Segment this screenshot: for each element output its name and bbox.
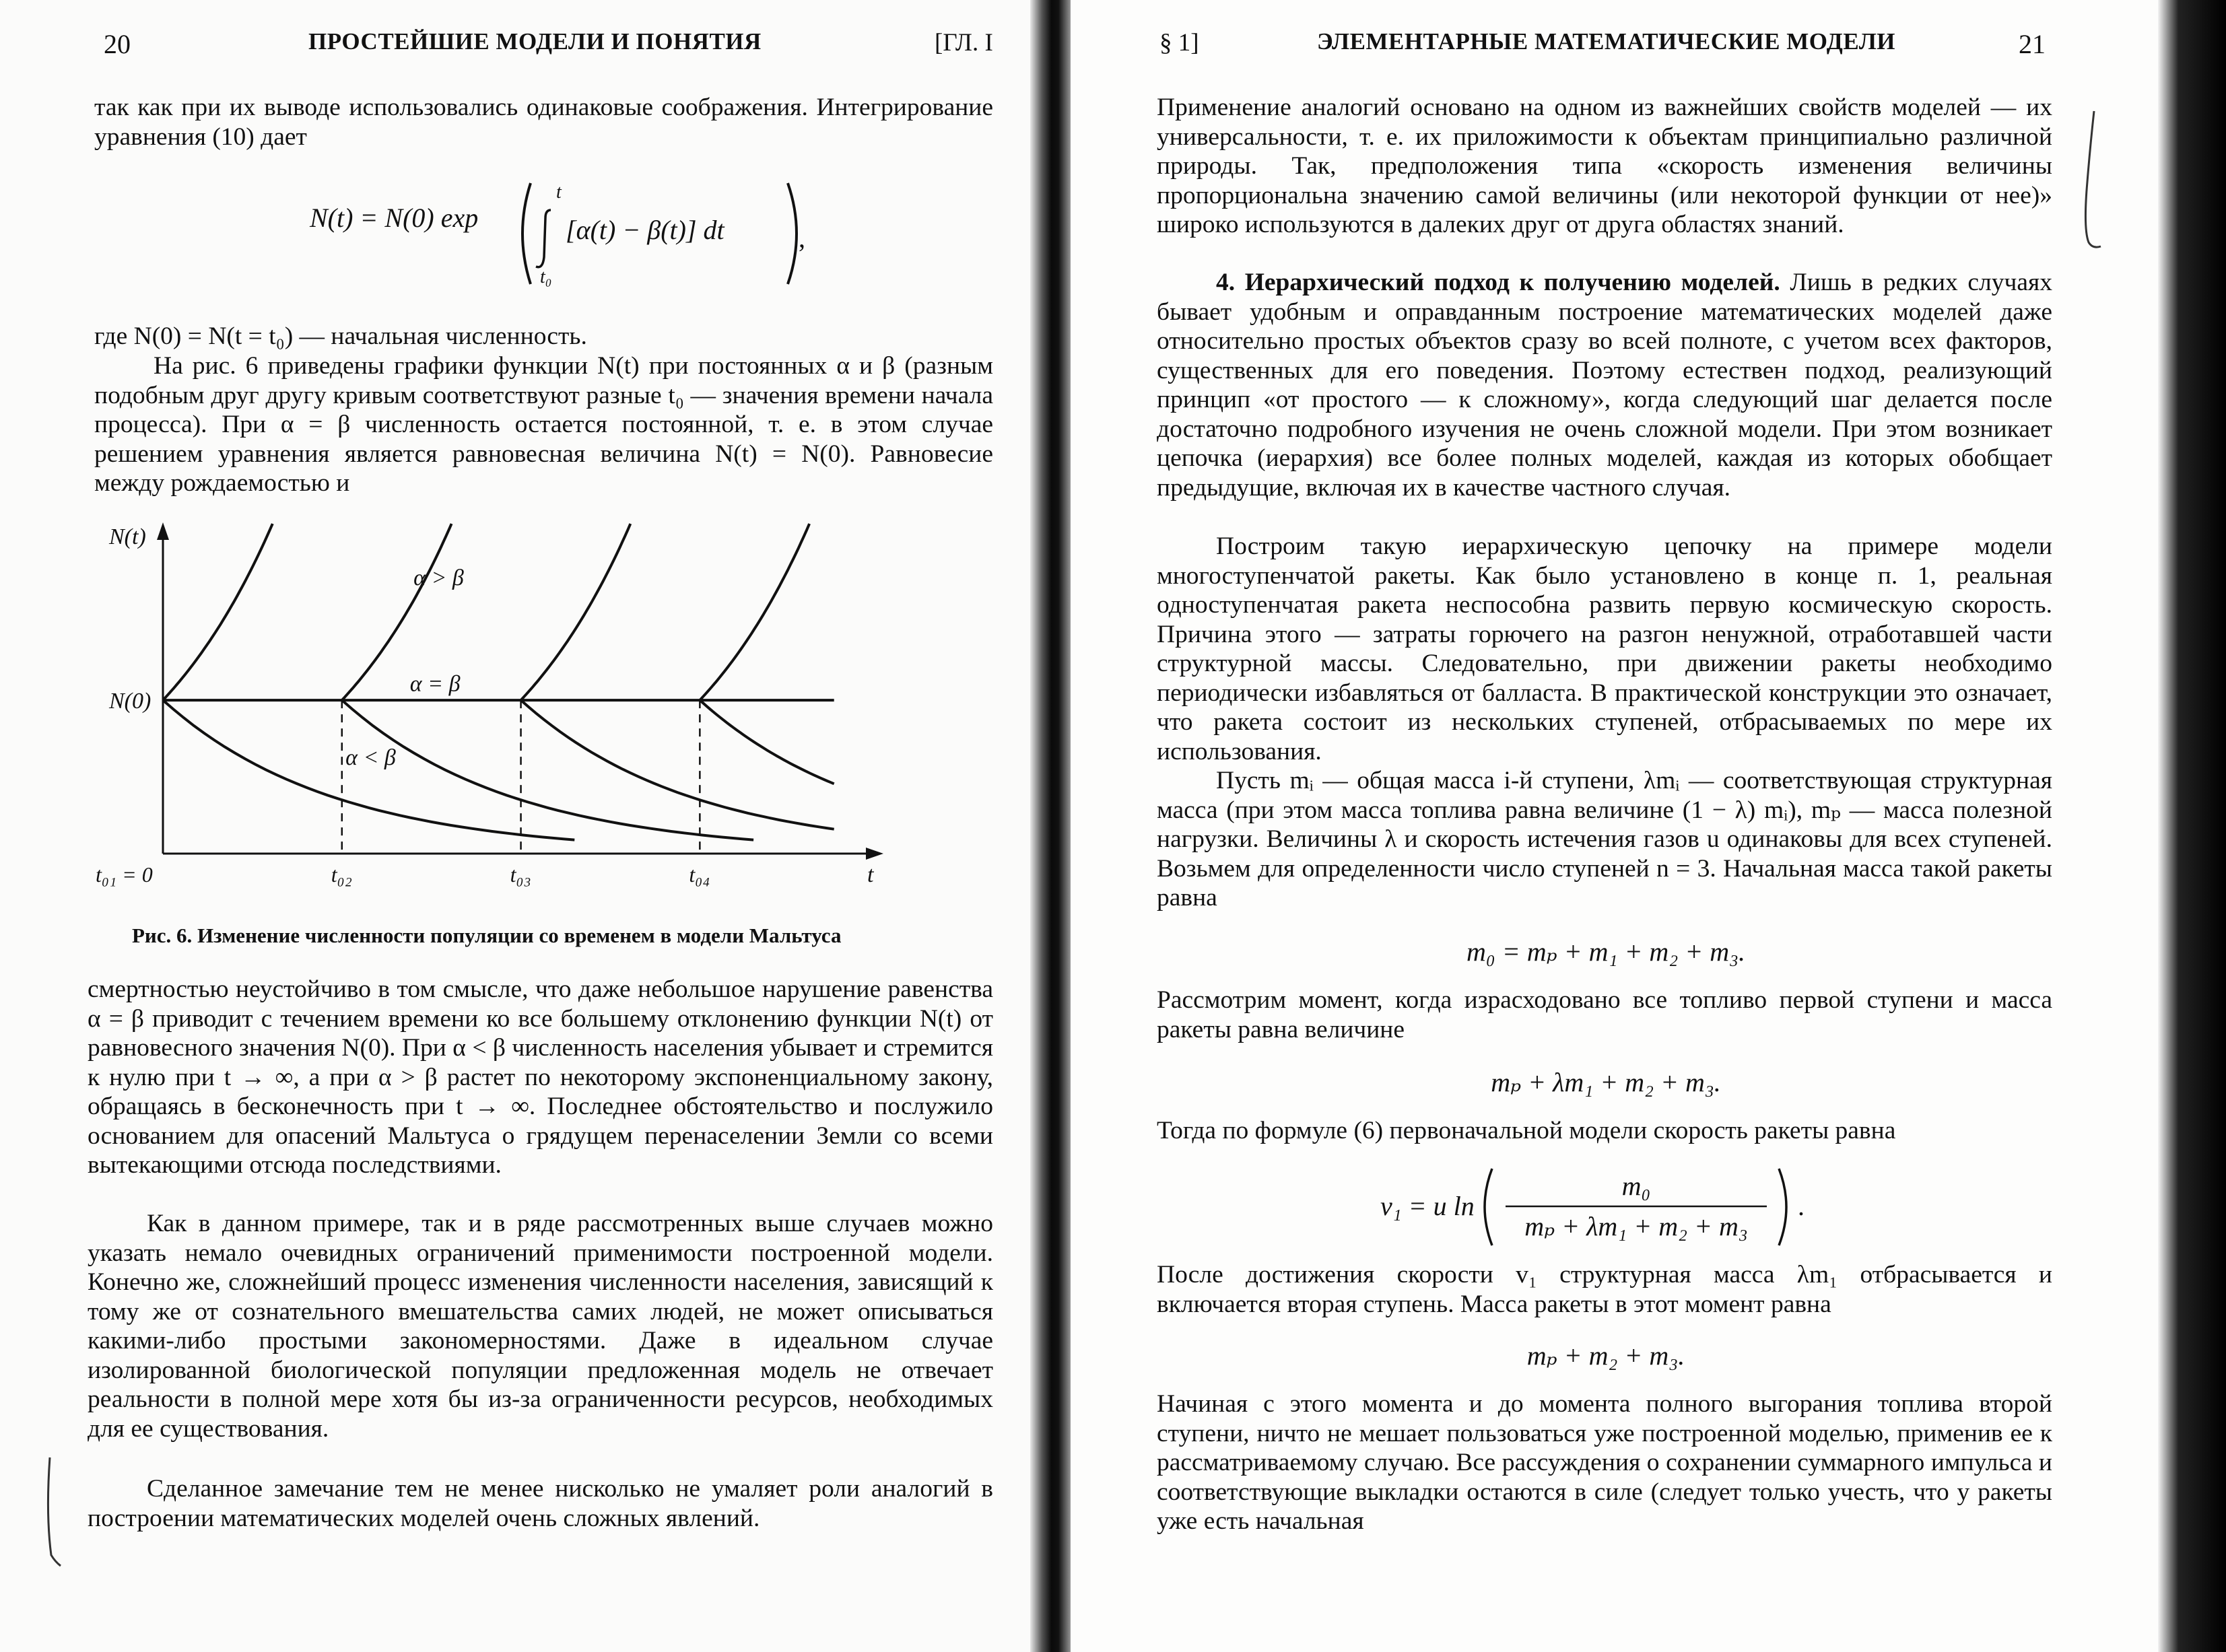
y-axis-label: N(t) (109, 524, 146, 549)
right-paren (788, 183, 797, 284)
x-tick-label-3: t₀₃ (510, 862, 531, 887)
right-page-number: 21 (2019, 29, 2046, 59)
x-axis-label: t (867, 862, 874, 887)
pencil-margin-mark-right (2074, 108, 2107, 256)
curve-alpha-lt-beta-3 (521, 700, 834, 829)
formula-m0: m₀ = mₚ + m₁ + m₂ + m₃. (1466, 936, 1746, 967)
x-axis-arrow (866, 848, 883, 860)
formula-malthus-solution (310, 202, 478, 234)
chart-labels (96, 524, 875, 887)
right-running-title: ЭЛЕМЕНТАРНЫЕ МАТЕМАТИЧЕСКИЕ МОДЕЛИ (1317, 28, 1896, 55)
pencil-margin-mark-left (40, 1454, 67, 1569)
figure-6-chart (88, 517, 1003, 907)
integral-upper-limit: t (556, 182, 562, 203)
curve-alpha-gt-beta-4 (700, 524, 809, 700)
integral-lower-limit: t₀ (540, 267, 552, 287)
integral-integrand: [α(t) − β(t)] dt (566, 215, 724, 245)
left-para-after-1: смертностью неустойчиво в том смысле, что даже небольшое нарушение равенства α = β приводит с течением времени ко все большему отклонению функции N(t) от равновесного значения N(0). При α < β численность населения убывает и стремится к нулю при t → ∞, а при α > β растет по некоторому экспоненциальному закону, обращаясь в бесконечность при t → ∞. Последнее обстоятельство и послужило основанием для опасений Мальтуса о грядущем перенаселении Земли со всеми вытекающими отсюда последствиями. (88, 975, 993, 1179)
right-section-label: § 1] (1159, 29, 1199, 57)
right-page-edge-shadow (2158, 0, 2226, 1652)
right-page (1071, 0, 2226, 1652)
formula-lhs: N(t) = N(0) exp (310, 203, 479, 233)
formula-mass-after-stage-1: mₚ + λm₁ + m₂ + m₃. (1491, 1067, 1721, 1097)
curve-alpha-lt-beta-4 (700, 700, 834, 784)
chart-axes (157, 522, 883, 860)
right-para-7: После достижения скорости v₁ структурная масса λm₁ отбрасывается и включается вторая ступень. Масса ракеты в этот момент равна (1157, 1261, 2052, 1318)
left-page-number: 20 (104, 29, 131, 59)
left-paren (522, 183, 531, 284)
chart-curves (163, 524, 834, 840)
section-heading-4: 4. Иерархический подход к получению моделей. (1216, 269, 1780, 296)
curve-alpha-gt-beta-1 (163, 524, 273, 700)
left-page (0, 0, 1037, 1652)
left-page-header (104, 28, 131, 60)
right-para-6: Тогда по формуле (6) первоначальной модели скорость ракеты равна (1157, 1117, 1896, 1144)
formula-mass-after-stage-2: mₚ + m₂ + m₃. (1526, 1340, 1685, 1371)
left-chapter-label: [ГЛ. I (935, 29, 993, 57)
y-tick-label-n0: N(0) (109, 689, 151, 714)
curve-alpha-gt-beta-3 (521, 524, 631, 700)
formula-comma: , (799, 223, 805, 253)
left-para-top: так как при их выводе использовались одинаковые соображения. Интегрирование уравнения (10) дает (94, 94, 993, 151)
annotation-2: α = β (409, 671, 461, 697)
y-axis-arrow (157, 522, 169, 540)
annotation-3: α < β (345, 745, 396, 770)
x-tick-label-1: t₀₁ = 0 (96, 862, 153, 887)
formula-v1-lhs: v₁ = u ln (1380, 1191, 1475, 1221)
formula-v1-denominator: mₚ + λm₁ + m₂ + m₃ (1524, 1211, 1748, 1241)
x-tick-label-2: t₀₂ (331, 862, 352, 887)
figure-6-caption: Рис. 6. Изменение численности популяции со временем в модели Мальтуса (132, 924, 842, 947)
right-para-8: Начиная с этого момента и до момента полного выгорания топлива второй ступени, ничто не мешает пользоваться уже построенной моделью, применив ее к рассматриваемому случаю. Все рассуждения о сохранении суммарного импульса и соответствующие выкладки остаются в силе (следует только учесть, что у ракеты уже есть начальная (1157, 1390, 2052, 1535)
left-para-after-2: Как в данном примере, так и в ряде рассмотренных выше случаев можно указать немало очевидных ограничений применимости построенной модели. Конечно же, сложнейший процесс изменения численности населения, зависящий к тому же от сознательного вмешательства самих людей, не может описываться какими-либо простыми закономерностями. Даже в идеальном случае изолированной биологической популяции предложенная модель не отвечает реальности в полной мере хотя бы из-за ограниченности ресурсов, необходимых для ее существования. (88, 1210, 993, 1443)
left-para-where: где N(0) = N(t = t₀) — начальная численность. (94, 322, 587, 350)
formula-v1-period: . (1798, 1191, 1805, 1221)
right-para-5: Рассмотрим момент, когда израсходовано все топливо первой ступени и масса ракеты равна величине (1157, 986, 2052, 1043)
annotation-1: α > β (413, 565, 464, 591)
right-para-4: Пусть mᵢ — общая масса i-й ступени, λmᵢ — соответствующая структурная масса (при этом масса топлива равна величине (1 − λ) mᵢ), mₚ — масса полезной нагрузки. Величины λ и скорость истечения газов u одинаковы для всех ступеней. Возьмем для определенности число ступеней n = 3. Начальная масса такой ракеты равна (1157, 767, 2052, 911)
right-para-1: Применение аналогий основано на одном из важнейших свойств моделей — их универсальности, т. е. их приложимости к объектам принципиально различной природы. Так, предположения типа «скорость изменения величины пропорциональна значению самой величины (или некоторой функции от нее)» широко используются в далеких друг от друга областях знаний. (1157, 94, 2052, 238)
right-para-3: Построим такую иерархическую цепочку на примере модели многоступенчатой ракеты. Как было установлено в конце п. 1, реальная одноступенчатая ракета неспособна развить первую космическую скорость. Причина этого — затраты горючего на разгон ненужной, отработавшей части структурной массы. Следовательно, при движении ракеты необходимо периодически избавляться от балласта. В практической конструкции это означает, что ракета состоит из нескольких ступеней, отбрасываемых по мере их использования. (1157, 532, 2052, 765)
integral-sign (536, 210, 551, 267)
x-tick-label-4: t₀₄ (689, 862, 710, 887)
left-para-after-3: Сделанное замечание тем не менее нисколько не умаляет роли аналогий в построении математических моделей очень сложных явлений. (88, 1475, 993, 1532)
right-para-2: 4. Иерархический подход к получению моделей. Лишь в редких случаях бывает удобным и оправданным построение математических моделей даже относительно простых объектов сразу во всей полноте, с учетом всех факторов, существенных для его поведения. Поэтому естествен подход, реализующий принцип «от простого — к сложному», когда следующий шаг делается после достаточно подробного изучения не очень сложной модели. При этом возникает цепочка (иерархия) все более полных моделей, каждая из которых обобщает предыдущие, включая их в качестве частного случая. (1157, 269, 2053, 502)
left-running-title: ПРОСТЕЙШИЕ МОДЕЛИ И ПОНЯТИЯ (308, 28, 762, 55)
formula-v1-numerator: m₀ (1621, 1171, 1651, 1201)
left-para-fig: На рис. 6 приведены графики функции N(t) при постоянных α и β (разным подобным друг другу кривым соответствуют разные t₀ — значения времени начала процесса). При α = β численность остается постоянной, т. е. в этом случае решением уравнения является равновесная величина N(t) = N(0). Равновесие между рождаемостью и (94, 352, 993, 497)
